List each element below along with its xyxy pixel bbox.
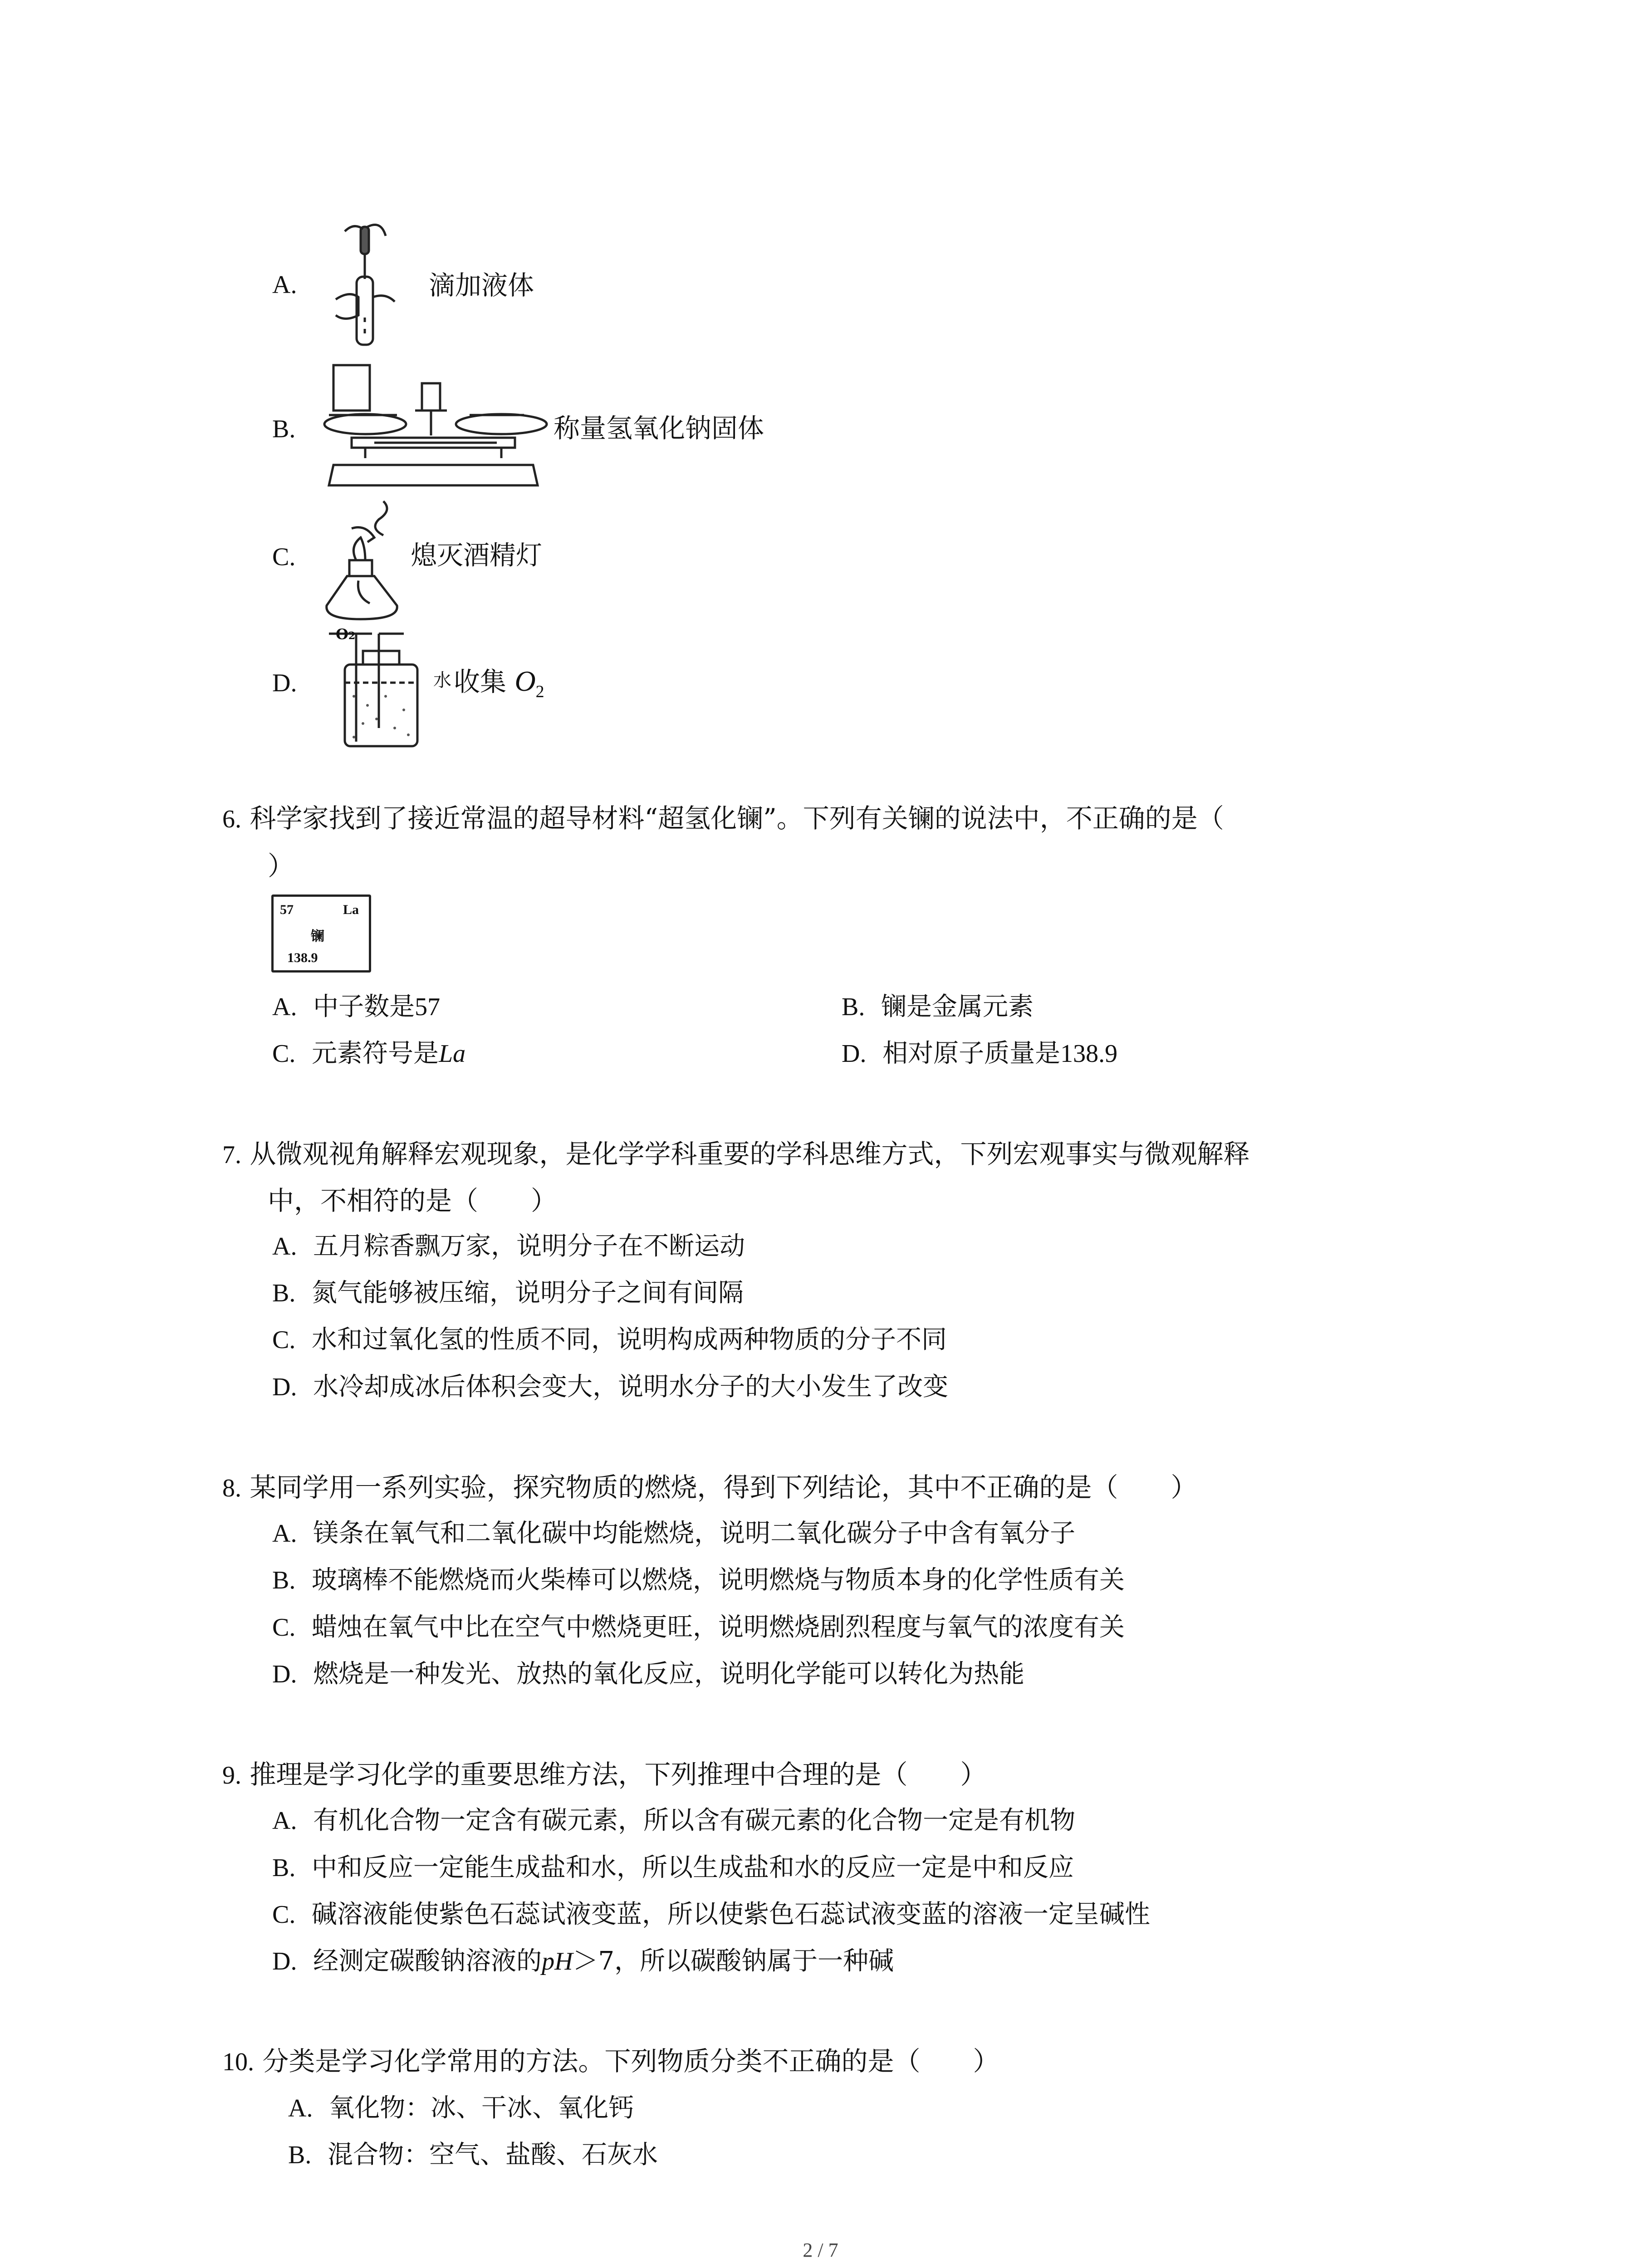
q6-stem [222, 805, 1224, 832]
q7-option-d-letter: D. [272, 1373, 297, 1401]
q9-option-b-text: 中和反应一定能生成盐和水，所以生成盐和水的反应一定是中和反应 [311, 1853, 1074, 1882]
q6-option-a [272, 994, 440, 1020]
q7-option-d [272, 1374, 948, 1400]
q8-option-a [272, 1521, 1075, 1546]
gas-label-sub: 2 [348, 630, 356, 642]
q9-option-a-text: 有机化合物一定含有碳元素，所以含有碳元素的化合物一定是有机物 [313, 1806, 1076, 1835]
q5-option-a-letter: A. [272, 271, 297, 299]
q8-stem-text: 某同学用一系列实验，探究物质的燃烧，得到下列结论，其中不正确的是（ ） [250, 1472, 1197, 1503]
q9-option-a [272, 1808, 1075, 1833]
q8-number: 8. [222, 1474, 241, 1502]
q9-number: 9. [222, 1761, 241, 1789]
q5-option-c-text: 熄灭酒精灯 [411, 540, 543, 571]
q6-option-d-text: 相对原子质量是 [882, 1039, 1061, 1068]
q5-option-d-text [454, 667, 544, 700]
q6-stem-close: ） [268, 850, 294, 881]
q8-option-b-text: 玻璃棒不能燃烧而火柴棒可以燃烧，说明燃烧与物质本身的化学性质有关 [311, 1565, 1125, 1595]
q7-option-d-text: 水冷却成冰后体积会变大，说明水分子的大小发生了改变 [313, 1372, 949, 1402]
q7-option-b-letter: B. [272, 1279, 296, 1307]
dropper-test-tube-figure [318, 218, 417, 349]
q8-option-c [272, 1615, 1125, 1640]
q10-option-b-text: 混合物：空气、盐酸、石灰水 [327, 2140, 658, 2170]
q6-stem-text: 科学家找到了接近常温的超导材料“超氢化镧”。下列有关镧的说法中，不正确的是（ [250, 803, 1224, 834]
q5-option-d-letter: D. [272, 669, 297, 697]
q9-stem [222, 1761, 986, 1788]
q8-option-d-text: 燃烧是一种发光、放热的氧化反应，说明化学能可以转化为热能 [313, 1659, 1025, 1689]
q7-stem-line2: 中，不相符的是（ ） [268, 1185, 558, 1216]
q10-option-a-letter: A. [288, 2094, 313, 2122]
q6-option-b-letter: B. [842, 993, 865, 1021]
q5-option-b-text: 称量氢氧化钠固体 [554, 413, 764, 444]
q9-option-b-letter: B. [272, 1854, 296, 1882]
q9-option-d-text-after: ，所以碳酸钠属于一种碱 [614, 1946, 894, 1976]
water-label: 水 [433, 670, 451, 691]
q8-option-b-letter: B. [272, 1566, 296, 1594]
q6-option-b [842, 994, 1034, 1020]
q6-number: 6. [222, 805, 241, 833]
q10-option-a [288, 2093, 634, 2123]
q10-option-b-letter: B. [288, 2141, 312, 2169]
q9-stem-text: 推理是学习化学的重要思维方法，下列推理中合理的是（ ） [250, 1759, 987, 1790]
q9-option-c-text: 碱溶液能使紫色石蕊试液变蓝，所以使紫色石蕊试液变蓝的溶液一定呈碱性 [311, 1900, 1150, 1929]
q7-option-b [272, 1278, 744, 1308]
q5-option-d-word: 收集 [454, 666, 507, 697]
q8-option-d-letter: D. [272, 1660, 297, 1688]
q9-option-c [272, 1902, 1150, 1927]
gas-label [336, 627, 355, 641]
q10-number: 10. [222, 2048, 254, 2076]
q5-option-d-formula-sub: 2 [535, 682, 544, 701]
q7-option-c-text: 水和过氧化氢的性质不同，说明构成两种物质的分子不同 [311, 1325, 947, 1354]
q8-option-c-text: 蜡烛在氧气中比在空气中燃烧更旺，说明燃烧剧烈程度与氧气的浓度有关 [311, 1613, 1125, 1642]
q5-option-c-letter: C. [272, 543, 296, 571]
gas-label-o: O [336, 626, 348, 643]
q8-option-a-text: 镁条在氧气和二氧化碳中均能燃烧，说明二氧化碳分子中含有氧分子 [313, 1519, 1076, 1548]
q6-option-c-text: 元素符号是 [311, 1039, 439, 1068]
q6-option-a-value: 57 [415, 993, 441, 1021]
element-atomic-number: 57 [280, 902, 294, 917]
q7-option-a-letter: A. [272, 1232, 297, 1261]
q9-option-d [272, 1946, 894, 1976]
q9-option-c-letter: C. [272, 1901, 296, 1929]
q7-number: 7. [222, 1141, 241, 1169]
q5-option-d-formula: O [514, 665, 536, 697]
alcohol-lamp-figure [324, 497, 411, 626]
q9-option-d-letter: D. [272, 1947, 297, 1975]
q5-option-a-text: 滴加液体 [429, 270, 534, 301]
q6-option-a-text: 中子数是 [313, 992, 415, 1022]
q6-option-c [272, 1041, 465, 1066]
q10-stem [222, 2048, 999, 2075]
page-number: 2 / 7 [803, 2239, 838, 2261]
gas-collection-bottle-figure [327, 628, 445, 751]
q9-option-d-ph: pH [542, 1947, 573, 1975]
q8-stem [222, 1474, 1197, 1501]
q9-option-a-letter: A. [272, 1807, 297, 1835]
q10-option-a-text: 氧化物：冰、干冰、氧化钙 [329, 2093, 634, 2123]
q8-option-b [272, 1565, 1125, 1595]
q6-option-c-value: La [438, 1040, 466, 1068]
element-symbol: La [343, 902, 359, 917]
element-card [271, 894, 371, 973]
q9-option-d-gt: ＞7 [573, 1946, 615, 1976]
q9-option-d-text-before: 经测定碳酸钠溶液的 [313, 1946, 542, 1976]
q7-option-b-text: 氮气能够被压缩，说明分子之间有间隔 [311, 1278, 744, 1308]
q10-stem-text: 分类是学习化学常用的方法。下列物质分类不正确的是（ ） [262, 2046, 999, 2077]
q6-option-d [842, 1041, 1117, 1066]
q6-option-d-value: 138.9 [1060, 1040, 1118, 1068]
q10-option-b [288, 2142, 658, 2168]
q6-option-d-letter: D. [842, 1040, 867, 1068]
balance-scale-figure [324, 361, 551, 492]
q7-option-a [272, 1234, 745, 1259]
q9-option-b [272, 1855, 1074, 1881]
element-mass: 138.9 [287, 950, 318, 965]
q7-option-c [272, 1327, 947, 1353]
q7-option-a-text: 五月粽香飘万家，说明分子在不断运动 [313, 1232, 745, 1261]
q7-option-c-letter: C. [272, 1326, 296, 1354]
q7-stem-line1 [222, 1141, 1249, 1168]
q8-option-c-letter: C. [272, 1613, 296, 1642]
q8-option-a-letter: A. [272, 1520, 297, 1548]
q6-option-a-letter: A. [272, 993, 297, 1021]
element-name: 镧 [311, 929, 324, 944]
q7-stem-text1: 从微观视角解释宏观现象，是化学学科重要的学科思维方式，下列宏观事实与微观解释 [250, 1139, 1250, 1169]
q6-option-b-text: 镧是金属元素 [881, 992, 1034, 1022]
q6-option-c-letter: C. [272, 1040, 296, 1068]
q5-option-b-letter: B. [272, 415, 296, 443]
q8-option-d [272, 1659, 1025, 1689]
